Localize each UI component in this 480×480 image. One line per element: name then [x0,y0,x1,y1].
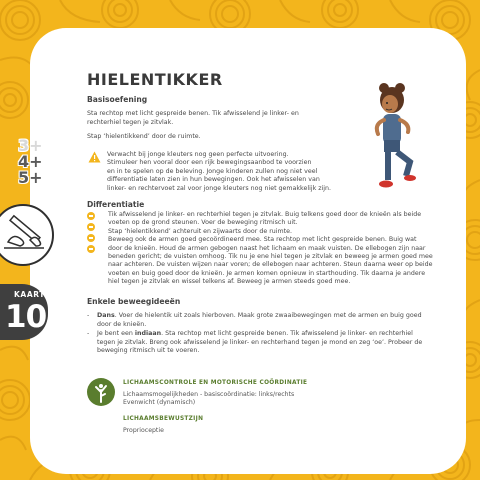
age-level-5: 5+ [18,168,43,187]
age-level-3: 3+ [18,136,43,155]
tag-title-lichaamsbewustzijn: LICHAAMSBEWUSTZIJN [123,416,204,422]
hopping-child-illustration [366,80,426,196]
age-levels [18,138,43,186]
card-number: 10 [5,299,47,335]
age-level-4: 4+ [18,152,43,171]
tag-details-motoriek: Lichaamsmogelijkheden - basiscoördinatie: links/rechts Evenwicht (dynamisch) [123,391,295,406]
heading-differentiatie: Differentiatie [87,200,145,209]
card-label: KAART [14,290,45,299]
level-marker-icon [87,234,95,242]
heading-basisoefening: Basisoefening [87,95,148,104]
tag-title-motoriek: LICHAAMSCONTROLE EN MOTORISCHE COÖRDINATIE [123,380,308,386]
idea-item-indiaan: Je bent een indiaan. Sta rechtop met licht gespreide benen. Tik afwisselend je linker- en rechterhiel tegen je zitvlak. Breng ook afwisselend je linker- en rechterhand tegen je mond en zeg ‘oe’. Probeer de beweging ritmisch uit te voeren. [97,330,423,355]
heading-beweegideeen: Enkele beweegideeën [87,297,181,306]
balance-beam-feet-icon [0,206,52,264]
level-marker-icon [87,223,95,231]
differentiatie-text: Tik afwisselend je linker- en rechterhiel tegen je zitvlak. Buig telkens goed door de knieën als beide voeten op de grond steunen. Voer de beweging ritmisch uit. Stap ‘hielentikkend’ achteruit en zijwaarts door de ruimte. Beweeg ook de armen goed gecoördineerd mee. Sta rechtop met licht gespreide benen. Buig wat door de knieën. Houd de armen gebogen naast het lichaam en maak vuisten. De ellebogen zijn naar beneden gericht; de vuisten omhoog. Tik nu je ene hiel tegen je zitvlak en beweeg je armen goed mee naar achteren. De vuisten wijzen naar voren; de ellebogen naar achteren. Steun daarna weer op beide voeten en buig goed door de knieën. Je armen komen opnieuw in starthouding. Tik daarna je andere hiel tegen je zitvlak en wissel telkens af. Beweeg je armen steeds goed mee. [108,211,433,286]
list-dash: - [87,330,90,337]
category-badge [0,204,54,266]
difficulty-markers [87,212,103,256]
warning-triangle-icon [88,151,101,163]
level-marker-icon [87,212,95,220]
page-title: HIELENTIKKER [87,70,223,89]
tree-figure-icon [87,378,115,406]
warning-note: Verwacht bij jonge kleuters nog geen perfecte uitvoering. Stimuleer hen vooral door een rijk bewegingsaanbod te voorzien en in te spelen op de beleving. Jonge kinderen zullen nog niet veel differentiatie laten zien in hun bewegingen. Ook het afwisselen van linker- en rechtervoet zal voor jonge kleuters nog niet gemakkelijk zijn. [107,151,332,192]
tag-details-lichaamsbewustzijn: Proprioceptie [123,427,164,434]
basis-paragraph-2: Stap ‘hielentikkend’ door de ruimte. [87,133,201,140]
level-marker-icon [87,245,95,253]
idea-item-dans: Dans. Voer de hielentik uit zoals hierboven. Maak grote zwaaibewegingen met de armen en buig goed door de knieën. [97,312,422,328]
basis-paragraph-1: Sta rechtop met licht gespreide benen. Tik afwisselend je linker- en rechterhiel tegen je zitvlak. [87,110,299,126]
tag-badge [87,378,115,406]
list-dash: - [87,312,90,319]
